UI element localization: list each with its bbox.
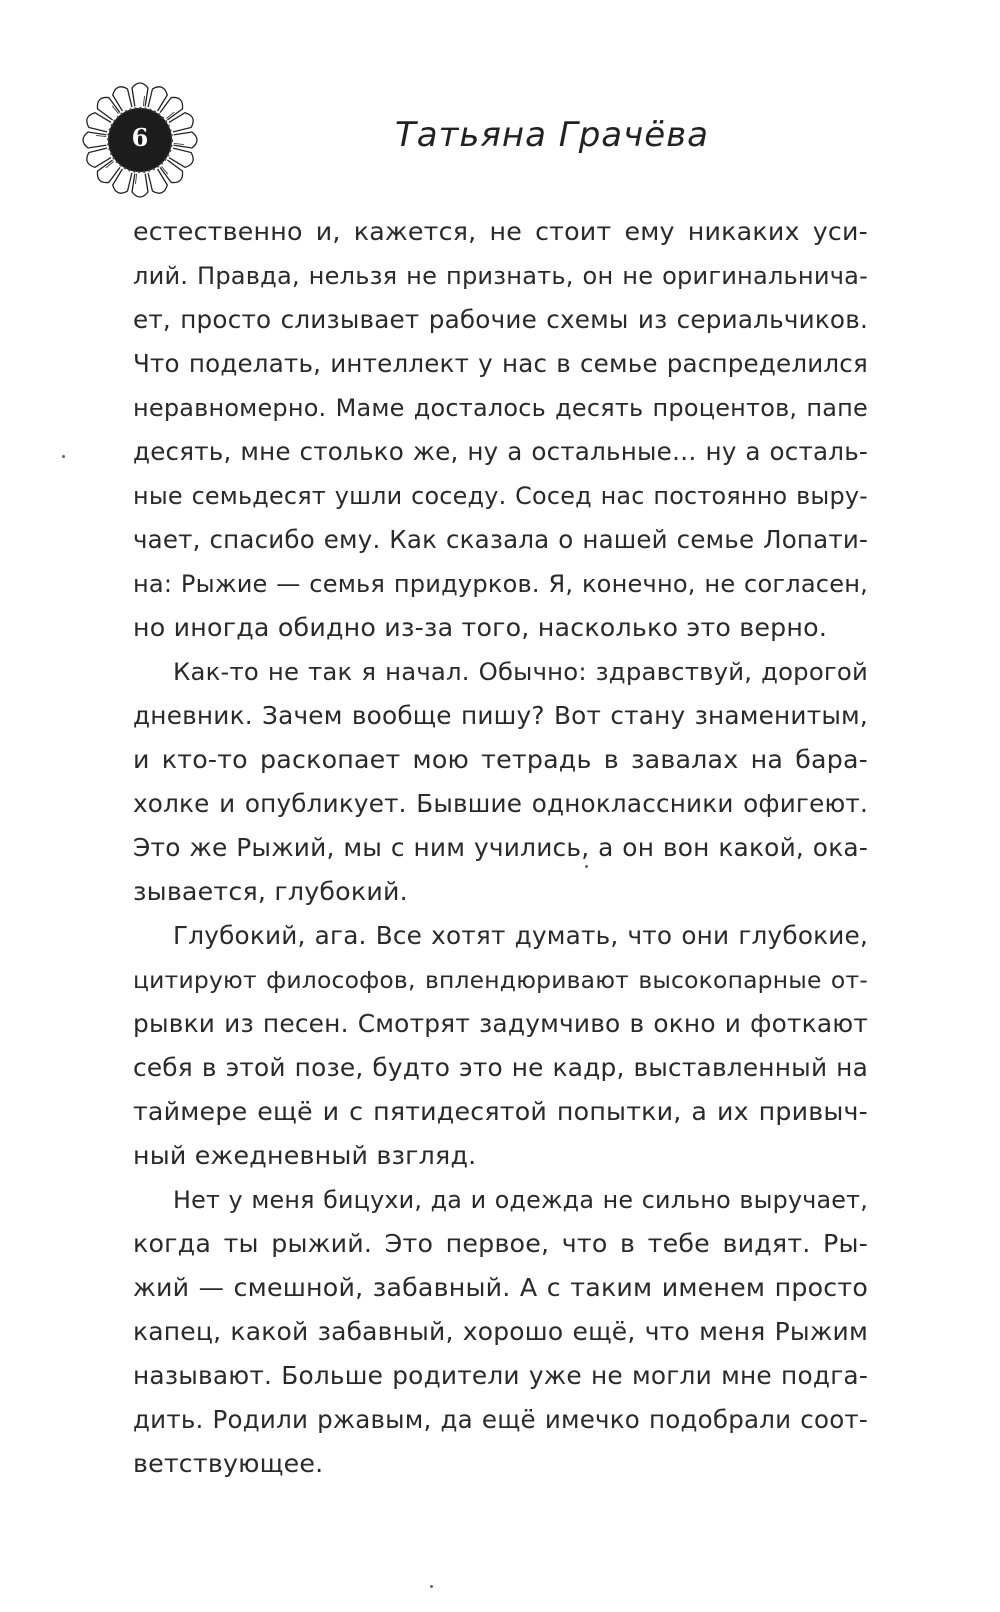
text-line: цитируют философов, вплендюривают высокопарные от- [133, 966, 868, 994]
text-line: ные семьдесят ушли соседу. Сосед нас постоянно выру- [133, 482, 868, 510]
text-line: дневник. Зачем вообще пишу? Вот стану знаменитым, [133, 701, 868, 730]
text-line: но иногда обидно из-за того, насколько это верно. [133, 613, 828, 642]
page-number: 6 [131, 123, 149, 152]
text-line: ет, просто слизывает рабочие схемы из сериальчиков. [133, 305, 868, 334]
paragraph [133, 914, 868, 1178]
text-line: себя в этой позе, будто это не кадр, выставленный на [133, 1053, 868, 1082]
text-line: Что поделать, интеллект у нас в семье распределился [133, 349, 868, 378]
text-line: десять, мне столько же, ну а остальные… ну а осталь- [133, 437, 868, 466]
text-line: неравномерно. Маме досталось десять процентов, папе [133, 394, 868, 422]
paper-speck [430, 1585, 433, 1588]
text-line: на: Рыжие — семья придурков. Я, конечно, не согласен, [133, 570, 868, 598]
text-line: ветствующее. [133, 1449, 324, 1478]
paragraph [133, 650, 868, 914]
text-line: капец, какой забавный, хорошо ещё, что меня Рыжим [133, 1317, 868, 1346]
text-line: холке и опубликует. Бывшие одноклассники офигеют. [133, 789, 868, 818]
page-header [0, 70, 1000, 220]
body-text [133, 210, 868, 1486]
paragraph [133, 210, 868, 650]
text-line: Нет у меня бицухи, да и одежда не сильно выручает, [173, 1186, 868, 1214]
text-line: ный ежедневный взгляд. [133, 1141, 477, 1170]
paper-speck [62, 455, 65, 458]
text-line: и кто-то раскопает мою тетрадь в завалах на бара- [133, 745, 868, 774]
text-line: Глубокий, ага. Все хотят думать, что они глубокие, [173, 921, 868, 950]
paragraph [133, 1178, 868, 1486]
text-line: лий. Правда, нельзя не признать, он не оригинальнича- [133, 262, 868, 290]
text-line: Это же Рыжий, мы с ним учились, а он вон какой, ока- [133, 833, 868, 862]
text-line: Как-то не так я начал. Обычно: здравствуй, дорогой [173, 657, 868, 686]
running-head-author: Татьяна Грачёва [395, 115, 710, 155]
text-line: таймере ещё и с пятидесятой попытки, а их привыч- [133, 1097, 868, 1126]
text-line: когда ты рыжий. Это первое, что в тебе видят. Ры- [133, 1229, 868, 1258]
text-line: чает, спасибо ему. Как сказала о нашей семье Лопати- [133, 525, 868, 554]
paper-speck [585, 865, 588, 868]
text-line: зывается, глубокий. [133, 877, 408, 906]
text-line: дить. Родили ржавым, да ещё имечко подобрали соот- [133, 1405, 868, 1434]
text-line: рывки из песен. Смотрят задумчиво в окно и фоткают [133, 1009, 868, 1038]
text-line: называют. Больше родители уже не могли мне подга- [133, 1361, 868, 1390]
text-line: естественно и, кажется, не стоит ему никаких уси- [133, 217, 868, 246]
text-line: жий — смешной, забавный. А с таким именем просто [133, 1273, 868, 1302]
